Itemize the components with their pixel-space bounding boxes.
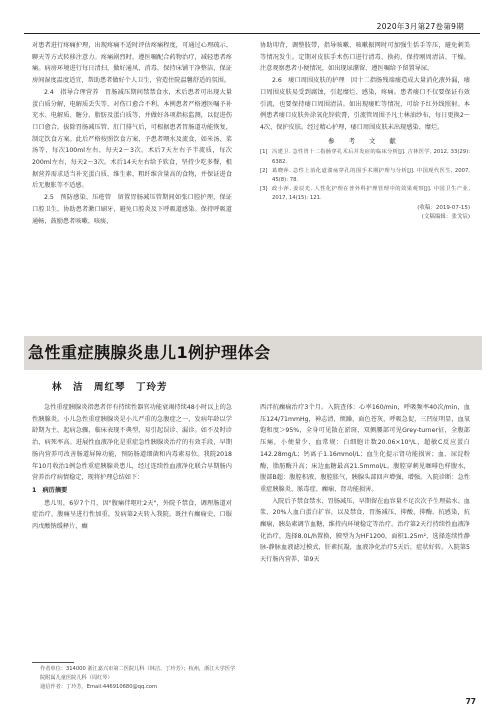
section-2-4: 2.4 指导合理营养 胃肠减压期间禁禁食水，术后患者可出现大量蛋白质分解，电解质丢失等，对伤口愈合不利。本例患者严格遵医嘱予补充水、电解质、糖分、脂肪及蛋白质等，并做好各项指标监测，以促进伤口口愈合。拔除胃肠减压管、肛门排气后，可根据患者胃肠道功能恢复，制定饮食方案。此后严格按照饮食方案，予患者喂水及流食，如米汤、菜汤等，每次100ml左右，每天2～3次。术后7天左右予半流质，每次200ml左右，每天2～3次。术后14天左右给予软食，坚持少吃多餐，根据营养需求适当补充蛋白质、维生素、粗纤维含量高的食物，并保证进食后无腹胀等不适感。 <box>32 88 232 190</box>
footnote-separator <box>32 662 74 663</box>
lower-right-column <box>260 402 470 566</box>
article-title: 急性重症胰腺炎患儿1例护理体会 <box>28 343 271 362</box>
upper-right-column <box>260 40 470 223</box>
journal-issue: 2020年3月第27卷第9期 <box>376 22 464 31</box>
reference-item <box>260 185 470 203</box>
case-paragraph: 患儿男，6岁7个月，因"腹痛伴呕吐2天"，外院予禁食，调理肠道对症治疗，腹痛呈进行性加重，发病第2天转入我院。既往有癫痫史，口服丙戊酸钠缓释片，癫 <box>32 499 232 531</box>
editor-note: (文稿编辑：张戈宸) <box>421 214 470 221</box>
reference-number: [3] <box>260 186 268 193</box>
article-authors: 林 洁 周红琴 丁玲芳 <box>52 382 168 393</box>
upper-left-column <box>32 40 232 227</box>
lower-left-column <box>32 402 232 533</box>
paragraph: 对患者进行疼痛护理，出现疼痛不适时评估疼痛程度，可通过心理疏示、聊天等方式转移注意力。疼痛剧烈时，遵医嘱配合药物治疗，减轻患者疼痛。病房环境进行每日清扫，做好通风、消毒，保持床铺干净整洁，保证房间湿度温度适宜，帮助患者做好个人卫生，营造住院温馨舒适的氛围。 <box>32 42 232 85</box>
page-header <box>0 0 504 38</box>
header-rule <box>24 33 480 34</box>
section-2-6: 2.6 瘘口周围皮肤的护理 因十二指肠残端瘘造成大量消化液外漏，瘘口周围皮肤易受到腐蚀，引起糜烂、感染，疼痛。患者瘘口不仅要保证有效引流，也要保持瘘口周围清洁。如出现瘘贮等情况，可给予红外线照射。本例患者瘘口皮肤外涂氧化锌软膏，引流管周围予凡士林油纱布，每日更换2～4次，保护皮肤。经过精心护理，瘘口周围皮肤未出现感染、糜烂。 <box>260 77 470 131</box>
reference-text: 葛晓萍. 急性上消化道溃疡穿孔的围手术期护理与分析[J]. 中国现代医生, 2007, 45(8): 78. <box>272 167 470 183</box>
received-date: (收稿：2019-07-15) <box>417 204 470 211</box>
section-2-5: 2.5 预防感染、压疮管 留置胃肠减压管期间如张口腔护理，保证口腔卫生，协助患者漱口刷牙，避免口腔炎及下呼吸道感染。保持呼吸道通畅，鼓励患者咳嗽、咳痰， <box>32 194 232 225</box>
footnote <box>40 665 238 692</box>
section-heading: 1 病历摘要 <box>32 486 68 494</box>
reference-number: [1] <box>260 149 268 156</box>
reference-item <box>260 148 470 166</box>
reference-number: [2] <box>260 167 268 174</box>
reference-text: 政小萍, 姜辰光. 人性化护理在普外科护理管理中的效果观察[J]. 中国卫生产业, 2017, 14(15): 121. <box>272 186 470 202</box>
intro-paragraph: 急性重症胰腺炎指患者伴有持续性器官功能衰竭持续48小时以上的急性胰腺炎。小儿急性重症胰腺炎是小儿严重的急腹症之一，发病年龄以学龄期为主，起病急骤，临床表现不典型，易引起误诊、漏诊。如不及时诊治，病死率高。进展性血液净化是重症急性胰腺炎治疗的有效手段，早期肠内营养可改善肠道屏障功能，预防肠道细菌和内毒素易位。我院2018年10月收治1例急性重症胰腺炎患儿，经过连续性血液净化联合早期肠内营养治疗病情稳定，现将护理总结如下： <box>32 404 232 482</box>
author-affiliation: 作者单位：314000 浙江嘉兴市第二医院儿科（林洁、丁玲芳）；杭州，浙江大学医学院附属儿童医院儿科（周红琴） <box>40 666 236 681</box>
reference-item <box>260 167 470 185</box>
paragraph: 入院后予禁食禁水、胃肠减压，早期留在血容量不足次次予生理盐水、血浆、20%人血白蛋白扩容，以及禁食，胃肠减压，抑酸、抑酶、抗感染，抗癫痫，胰岛素调节血糖，维持内环境稳定等治疗。治疗第2天行持续性血液净化治疗，选择8.0L/h置换，膜型为为HF1200，面积1.25m²，选择连续性静脉-静脉血液滤过模式，肝素抗凝，血液净化治疗5天后，症状好转。入院第5天行肠内营养，第9天 <box>260 497 470 564</box>
paragraph: 协助叩背，调整肢带，指导咳嗽、咳嗽振网时可加强生恬手等压，避免刺美等情况发生。定期对皮肤手术伤口进行清毒、换药，保持刚周清洁、干燥。注意观察患者小便情况，如出现尿潴留、遵医嘱给予留置导尿。 <box>260 42 470 73</box>
reference-text: 冯建卫. 急性胃十二指肠穿孔术后并发症的临床分析[J]. 吉林医学, 2012, 33(29): 6382. <box>272 149 470 165</box>
paragraph: 西泮抗癫痫治疗3个月。入院查体：心率160/min，呼吸频率40次/min，血压124/71mmHg，神志清，烦躁，面色苍灰，呼吸急促，三凹征明显，血氧饱和度＞95%，全身可见散在淤斑，双侧腰部可见Grey-turner征，全腹部压痛，小便量少，血常规：白细胞计数20.06×10⁹/L，超敏C反应蛋白142.28mg/L；钙离子1.16mmol/L；血生化提示肾功能损害；血、尿淀粉酶，脂肪酶升高；床边血糖最高21.5mmol/L。腹腔穿刺见咖啡色样腹水，腹部B超：腹腔积液，腹腔胀气，胰腺头部回声增强，增强。入院诊断：急性重症胰腺炎、脓毒症、癫痫、肾功能损害。 <box>260 404 470 493</box>
page-number: 77 <box>465 697 476 706</box>
references-heading: 参 考 文 献 <box>328 136 402 145</box>
corresponding-author: 通信作者：丁玲芳，Email:446910680@qq.com <box>40 684 158 690</box>
